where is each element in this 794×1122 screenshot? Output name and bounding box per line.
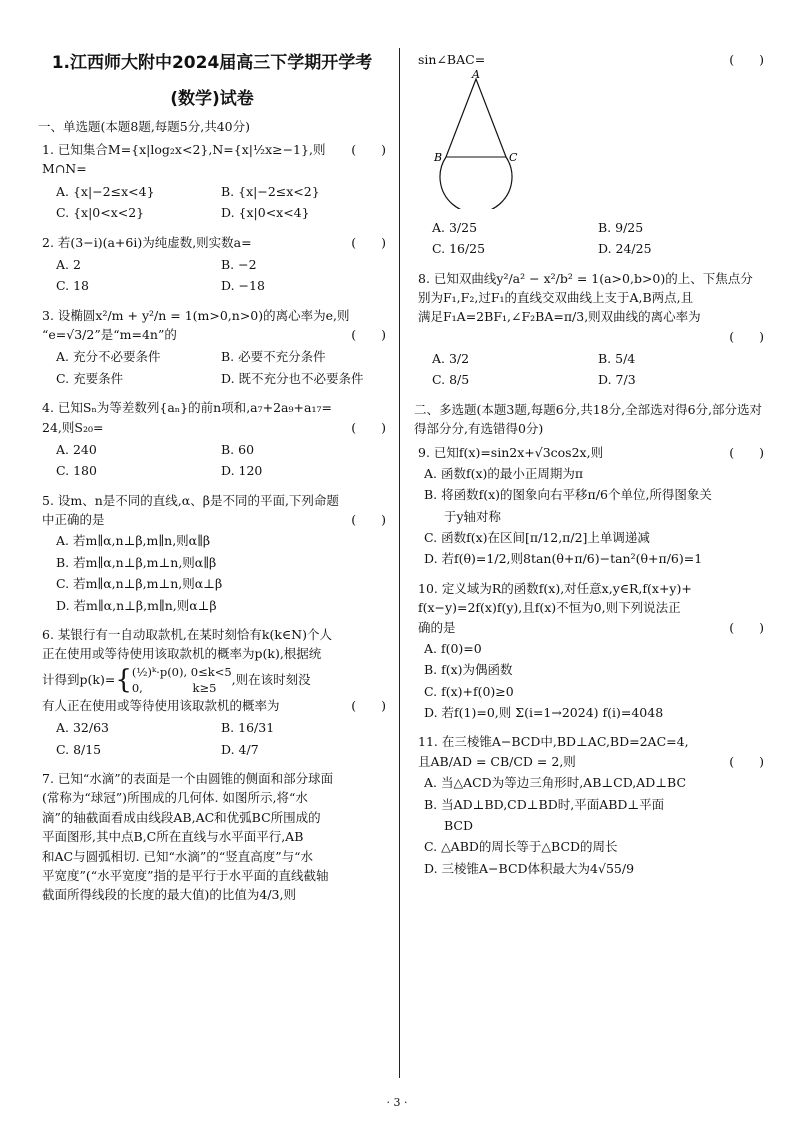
option-b: B. −2	[221, 256, 257, 272]
option-c: C. 函数f(x)在区间[π/12,π/2]上单调递减	[424, 530, 650, 545]
option-c: C. 8/5	[432, 372, 470, 388]
option-c: C. 若m∥α,n⊥β,m⊥n,则α⊥β	[56, 576, 223, 592]
option-a: A. 2	[56, 256, 81, 272]
page-title-line1: 1.江西师大附中2024届高三下学期开学考	[51, 53, 373, 73]
question-6: 6. 某银行有一自动取款机,在某时刻恰有k(k∈N)个人 正在使用或等待使用该取款机的概率为p(k),根据统 计得到p(k)= { (½)ᵏ·p(0), 0≤k<5 0, k≥5 ,则在该时刻没 有人正在使用或等待使用该取款机的概率为 ( ) A. 32/63 B. 16/31 C. 8/15 D. 4/7	[38, 625, 386, 759]
question-3: 3. 设椭圆x²/m + y²/n = 1(m>0,n>0)的离心率为e,则 “e=√3/2”是“m=4n”的 ( ) A. 充分不必要条件 B. 必要不充分条件 C. 充要条件 D. 既不充分也不必要条件	[38, 306, 386, 389]
option-b: B. 60	[221, 441, 255, 457]
option-c: C. 充要条件	[56, 370, 124, 386]
option-d: D. 120	[221, 463, 263, 479]
option-a: A. 240	[56, 441, 97, 457]
option-c: C. 180	[56, 463, 97, 479]
label-b: B	[434, 151, 443, 165]
question-4: 4. 已知Sₙ为等差数列{aₙ}的前n项和,a₇+2a₉+a₁₇= 24,则S₂₀= ( ) A. 240 B. 60 C. 180 D. 120	[38, 398, 386, 481]
label-a: A	[472, 69, 480, 82]
option-a: A. 若m∥α,n⊥β,m∥n,则α∥β	[56, 533, 211, 549]
option-d: D. −18	[221, 278, 265, 294]
option-c: C. △ABD的周长等于△BCD的周长	[424, 839, 618, 855]
option-d: D. 若f(θ)=1/2,则8tan(θ+π/6)−tan²(θ+π/6)=1	[424, 551, 703, 567]
section-single-choice: 一、单选题(本题8题,每题5分,共40分)	[38, 118, 251, 134]
option-c: C. 8/15	[56, 741, 102, 757]
right-column	[414, 40, 764, 888]
option-a: A. 3/25	[432, 219, 478, 235]
section-multiple-choice: 二、多选题(本题3题,每题6分,共18分,全部选对得6分,部分选对得部分分,有选错得0分)	[414, 401, 763, 437]
option-d: D. 24/25	[598, 241, 652, 257]
option-d: D. 若m∥α,n⊥β,m∥n,则α⊥β	[56, 597, 217, 613]
piecewise-case-2: 0, k≥5	[131, 680, 217, 695]
option-c: C. 16/25	[432, 241, 486, 257]
option-d: D. 若f(1)=0,则 Σ(i=1→2024) f(i)=4048	[424, 705, 664, 720]
option-a: A. 当△ACD为等边三角形时,AB⊥CD,AD⊥BC	[424, 775, 687, 791]
question-5: 5. 设m、n是不同的直线,α、β是不同的平面,下列命题 中正确的是 ( ) A. 若m∥α,n⊥β,m∥n,则α∥β B. 若m∥α,n⊥β,m⊥n,则α∥β C. 若m∥α,n⊥β,m⊥n,则α⊥β D. 若m∥α,n⊥β,m∥n,则α⊥β	[38, 491, 386, 615]
question-9: 9. 已知f(x)=sin2x+√3cos2x,则 ( ) A. 函数f(x)的最小正周期为π B. 将函数f(x)的图象向右平移π/6个单位,所得图象关 于y轴对称 C. 函数f(x)在区间[π/12,π/2]上单调递减 D. 若f(θ)=1/2,则8tan(θ+π/6)−tan²(θ+π/6)=1	[414, 443, 764, 569]
question-10: 10. 定义域为R的函数f(x),对任意x,y∈R,f(x+y)+ f(x−y)=2f(x)f(y),且f(x)不恒为0,则下列说法正 确的是 ( ) A. f(0)=0 B. f(x)为偶函数 C. f(x)+f(0)≥0 D. 若f(1)=0,则 Σ(i=1→2024) f(i)=4048	[414, 579, 764, 723]
option-b: B. 9/25	[598, 219, 644, 235]
option-b: B. 若m∥α,n⊥β,m⊥n,则α∥β	[56, 554, 217, 570]
piecewise-case-1: (½)ᵏ·p(0), 0≤k<5	[131, 664, 232, 679]
option-c: C. 18	[56, 278, 89, 294]
option-a: A. 函数f(x)的最小正周期为π	[424, 465, 584, 481]
option-b: B. {x|−2≤x<2}	[221, 183, 320, 199]
option-d: D. 三棱锥A−BCD体积最大为4√55/9	[424, 860, 635, 876]
question-1: 1. 已知集合M={x|log₂x<2},N={x|½x≥−1},则M∩N= ( ) A. {x|−2≤x<4} B. {x|−2≤x<2} C. {x|0<x<2} D. {x|0<x<4}	[38, 140, 386, 223]
drop-outline	[440, 79, 512, 209]
question-7-continued: sin∠BAC= ( ) A B C A. 3/25 B. 9/25 C. 16/25 D. 24/25	[414, 50, 764, 259]
option-d: D. 4/7	[221, 741, 259, 757]
option-d: D. 7/3	[598, 372, 636, 388]
option-a: A. 32/63	[56, 720, 109, 736]
option-a: A. 3/2	[432, 351, 470, 366]
question-8: 8. 已知双曲线y²/a² − x²/b² = 1(a>0,b>0)的上、下焦点分 别为F₁,F₂,过F₁的直线交双曲线上支于A,B两点,且 满足F₁A=2BF₁,∠F₂BA=π/3,则双曲线的离心率为 ( ) A. 3/2 B. 5/4 C. 8/5 D. 7/3	[414, 269, 764, 390]
option-c: C. {x|0<x<2}	[56, 205, 145, 221]
question-11: 11. 在三棱锥A−BCD中,BD⊥AC,BD=2AC=4, 且AB/AD = CB/CD = 2,则 ( ) A. 当△ACD为等边三角形时,AB⊥CD,AD⊥BC B. 当AD⊥BD,CD⊥BD时,平面ABD⊥平面 BCD C. △ABD的周长等于△BCD的周长 D. 三棱锥A−BCD体积最大为4√55/9	[414, 732, 764, 878]
option-c: C. f(x)+f(0)≥0	[424, 683, 514, 699]
option-b: B. 16/31	[221, 720, 275, 736]
option-b: B. 将函数f(x)的图象向右平移π/6个单位,所得图象关	[424, 487, 712, 503]
option-b: B. 必要不充分条件	[221, 349, 326, 365]
left-column	[38, 40, 386, 915]
column-divider	[399, 48, 400, 1078]
water-drop-figure	[424, 69, 544, 209]
question-2: 2. 若(3−i)(a+6i)为纯虚数,则实数a= ( ) A. 2 B. −2 C. 18 D. −18	[38, 233, 386, 296]
option-d: D. 既不充分也不必要条件	[221, 370, 364, 386]
question-7: 7. 已知“水滴”的表面是一个由圆锥的侧面和部分球面 (常称为“球冠”)所围成的几何体. 如图所示,将“水 滴”的轴截面看成由线段AB,AC和优弧BC所围成的 平面图形,其中点B,C所在直线与水平面平行,AB 和AC与圆弧相切. 已知“水滴”的“竖直高度”与“水 平宽度”(“水平宽度”指的是平行于水平面的直线截轴 截面所得线段的长度的最大值)的比值为4/3,则	[42, 771, 334, 903]
option-a: A. {x|−2≤x<4}	[56, 183, 155, 199]
label-c: C	[509, 151, 518, 165]
page-number: · 3 ·	[386, 1096, 408, 1109]
page-title-line2: (数学)试卷	[170, 89, 254, 110]
option-a: A. 充分不必要条件	[56, 349, 161, 365]
option-b: B. f(x)为偶函数	[424, 662, 513, 678]
option-a: A. f(0)=0	[424, 640, 482, 656]
option-b: B. 当AD⊥BD,CD⊥BD时,平面ABD⊥平面	[424, 796, 665, 812]
option-b: B. 5/4	[598, 351, 636, 366]
option-d: D. {x|0<x<4}	[221, 205, 310, 221]
